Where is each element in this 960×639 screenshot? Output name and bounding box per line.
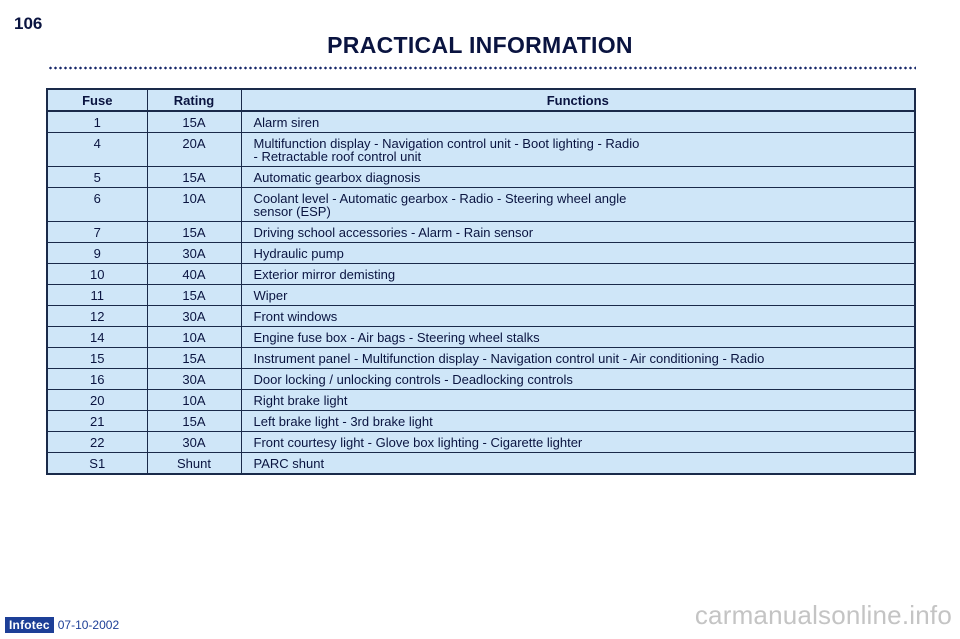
- cell-fuse: S1: [47, 453, 147, 475]
- table-row: [47, 390, 915, 411]
- table-row: [47, 348, 915, 369]
- cell-functions: Automatic gearbox diagnosis: [241, 167, 915, 188]
- header-functions: Functions: [241, 89, 915, 111]
- header-fuse: Fuse: [47, 89, 147, 111]
- cell-rating: 15A: [147, 222, 241, 243]
- cell-functions: Instrument panel - Multifunction display - Navigation control unit - Air conditioning - Radio: [241, 348, 915, 369]
- cell-fuse: 1: [47, 111, 147, 133]
- page-title: PRACTICAL INFORMATION: [327, 32, 633, 58]
- table-row: [47, 432, 915, 453]
- page-number: 106: [14, 14, 43, 33]
- cell-functions: Front courtesy light - Glove box lighting - Cigarette lighter: [241, 432, 915, 453]
- infotec-logo: Infotec: [5, 617, 54, 633]
- table-row: [47, 411, 915, 432]
- cell-functions: Left brake light - 3rd brake light: [241, 411, 915, 432]
- fuse-table: [46, 88, 916, 475]
- cell-functions: Wiper: [241, 285, 915, 306]
- cell-rating: 30A: [147, 243, 241, 264]
- cell-fuse: 16: [47, 369, 147, 390]
- cell-fuse: 7: [47, 222, 147, 243]
- cell-fuse: 12: [47, 306, 147, 327]
- cell-fuse: 15: [47, 348, 147, 369]
- table-row: [47, 285, 915, 306]
- cell-fuse: 22: [47, 432, 147, 453]
- header-rating: Rating: [147, 89, 241, 111]
- table-row: [47, 264, 915, 285]
- cell-rating: Shunt: [147, 453, 241, 475]
- cell-rating: 15A: [147, 348, 241, 369]
- table-row: [47, 111, 915, 133]
- cell-rating: 15A: [147, 167, 241, 188]
- cell-functions: Door locking / unlocking controls - Deadlocking controls: [241, 369, 915, 390]
- cell-rating: 30A: [147, 306, 241, 327]
- cell-functions: Driving school accessories - Alarm - Rain sensor: [241, 222, 915, 243]
- cell-rating: 10A: [147, 188, 241, 222]
- cell-fuse: 21: [47, 411, 147, 432]
- cell-fuse: 4: [47, 133, 147, 167]
- cell-rating: 10A: [147, 327, 241, 348]
- cell-functions: Exterior mirror demisting: [241, 264, 915, 285]
- cell-rating: 40A: [147, 264, 241, 285]
- table-row: [47, 188, 915, 222]
- cell-rating: 15A: [147, 411, 241, 432]
- table-row: [47, 327, 915, 348]
- cell-fuse: 9: [47, 243, 147, 264]
- cell-rating: 30A: [147, 432, 241, 453]
- cell-functions: Multifunction display - Navigation control unit - Boot lighting - Radio - Retractable roof control unit: [241, 133, 915, 167]
- cell-fuse: 5: [47, 167, 147, 188]
- cell-rating: 20A: [147, 133, 241, 167]
- cell-functions: Coolant level - Automatic gearbox - Radio - Steering wheel angle sensor (ESP): [241, 188, 915, 222]
- table-row: [47, 243, 915, 264]
- cell-functions: Hydraulic pump: [241, 243, 915, 264]
- table-header-row: [47, 89, 915, 111]
- table-row: [47, 306, 915, 327]
- cell-rating: 10A: [147, 390, 241, 411]
- cell-fuse: 11: [47, 285, 147, 306]
- table-body: [47, 111, 915, 474]
- cell-fuse: 10: [47, 264, 147, 285]
- cell-functions: Front windows: [241, 306, 915, 327]
- cell-fuse: 6: [47, 188, 147, 222]
- cell-functions: Alarm siren: [241, 111, 915, 133]
- cell-functions: Engine fuse box - Air bags - Steering wheel stalks: [241, 327, 915, 348]
- cell-rating: 30A: [147, 369, 241, 390]
- table-row: [47, 222, 915, 243]
- footer-date: 07-10-2002: [57, 618, 120, 632]
- table-row: [47, 167, 915, 188]
- cell-functions: PARC shunt: [241, 453, 915, 475]
- footer: [5, 617, 119, 633]
- watermark: carmanualsonline.info: [694, 600, 952, 630]
- table-row: [47, 453, 915, 475]
- cell-rating: 15A: [147, 285, 241, 306]
- dotted-divider: [48, 66, 916, 70]
- cell-rating: 15A: [147, 111, 241, 133]
- cell-fuse: 14: [47, 327, 147, 348]
- cell-functions: Right brake light: [241, 390, 915, 411]
- cell-fuse: 20: [47, 390, 147, 411]
- table-row: [47, 369, 915, 390]
- table-row: [47, 133, 915, 167]
